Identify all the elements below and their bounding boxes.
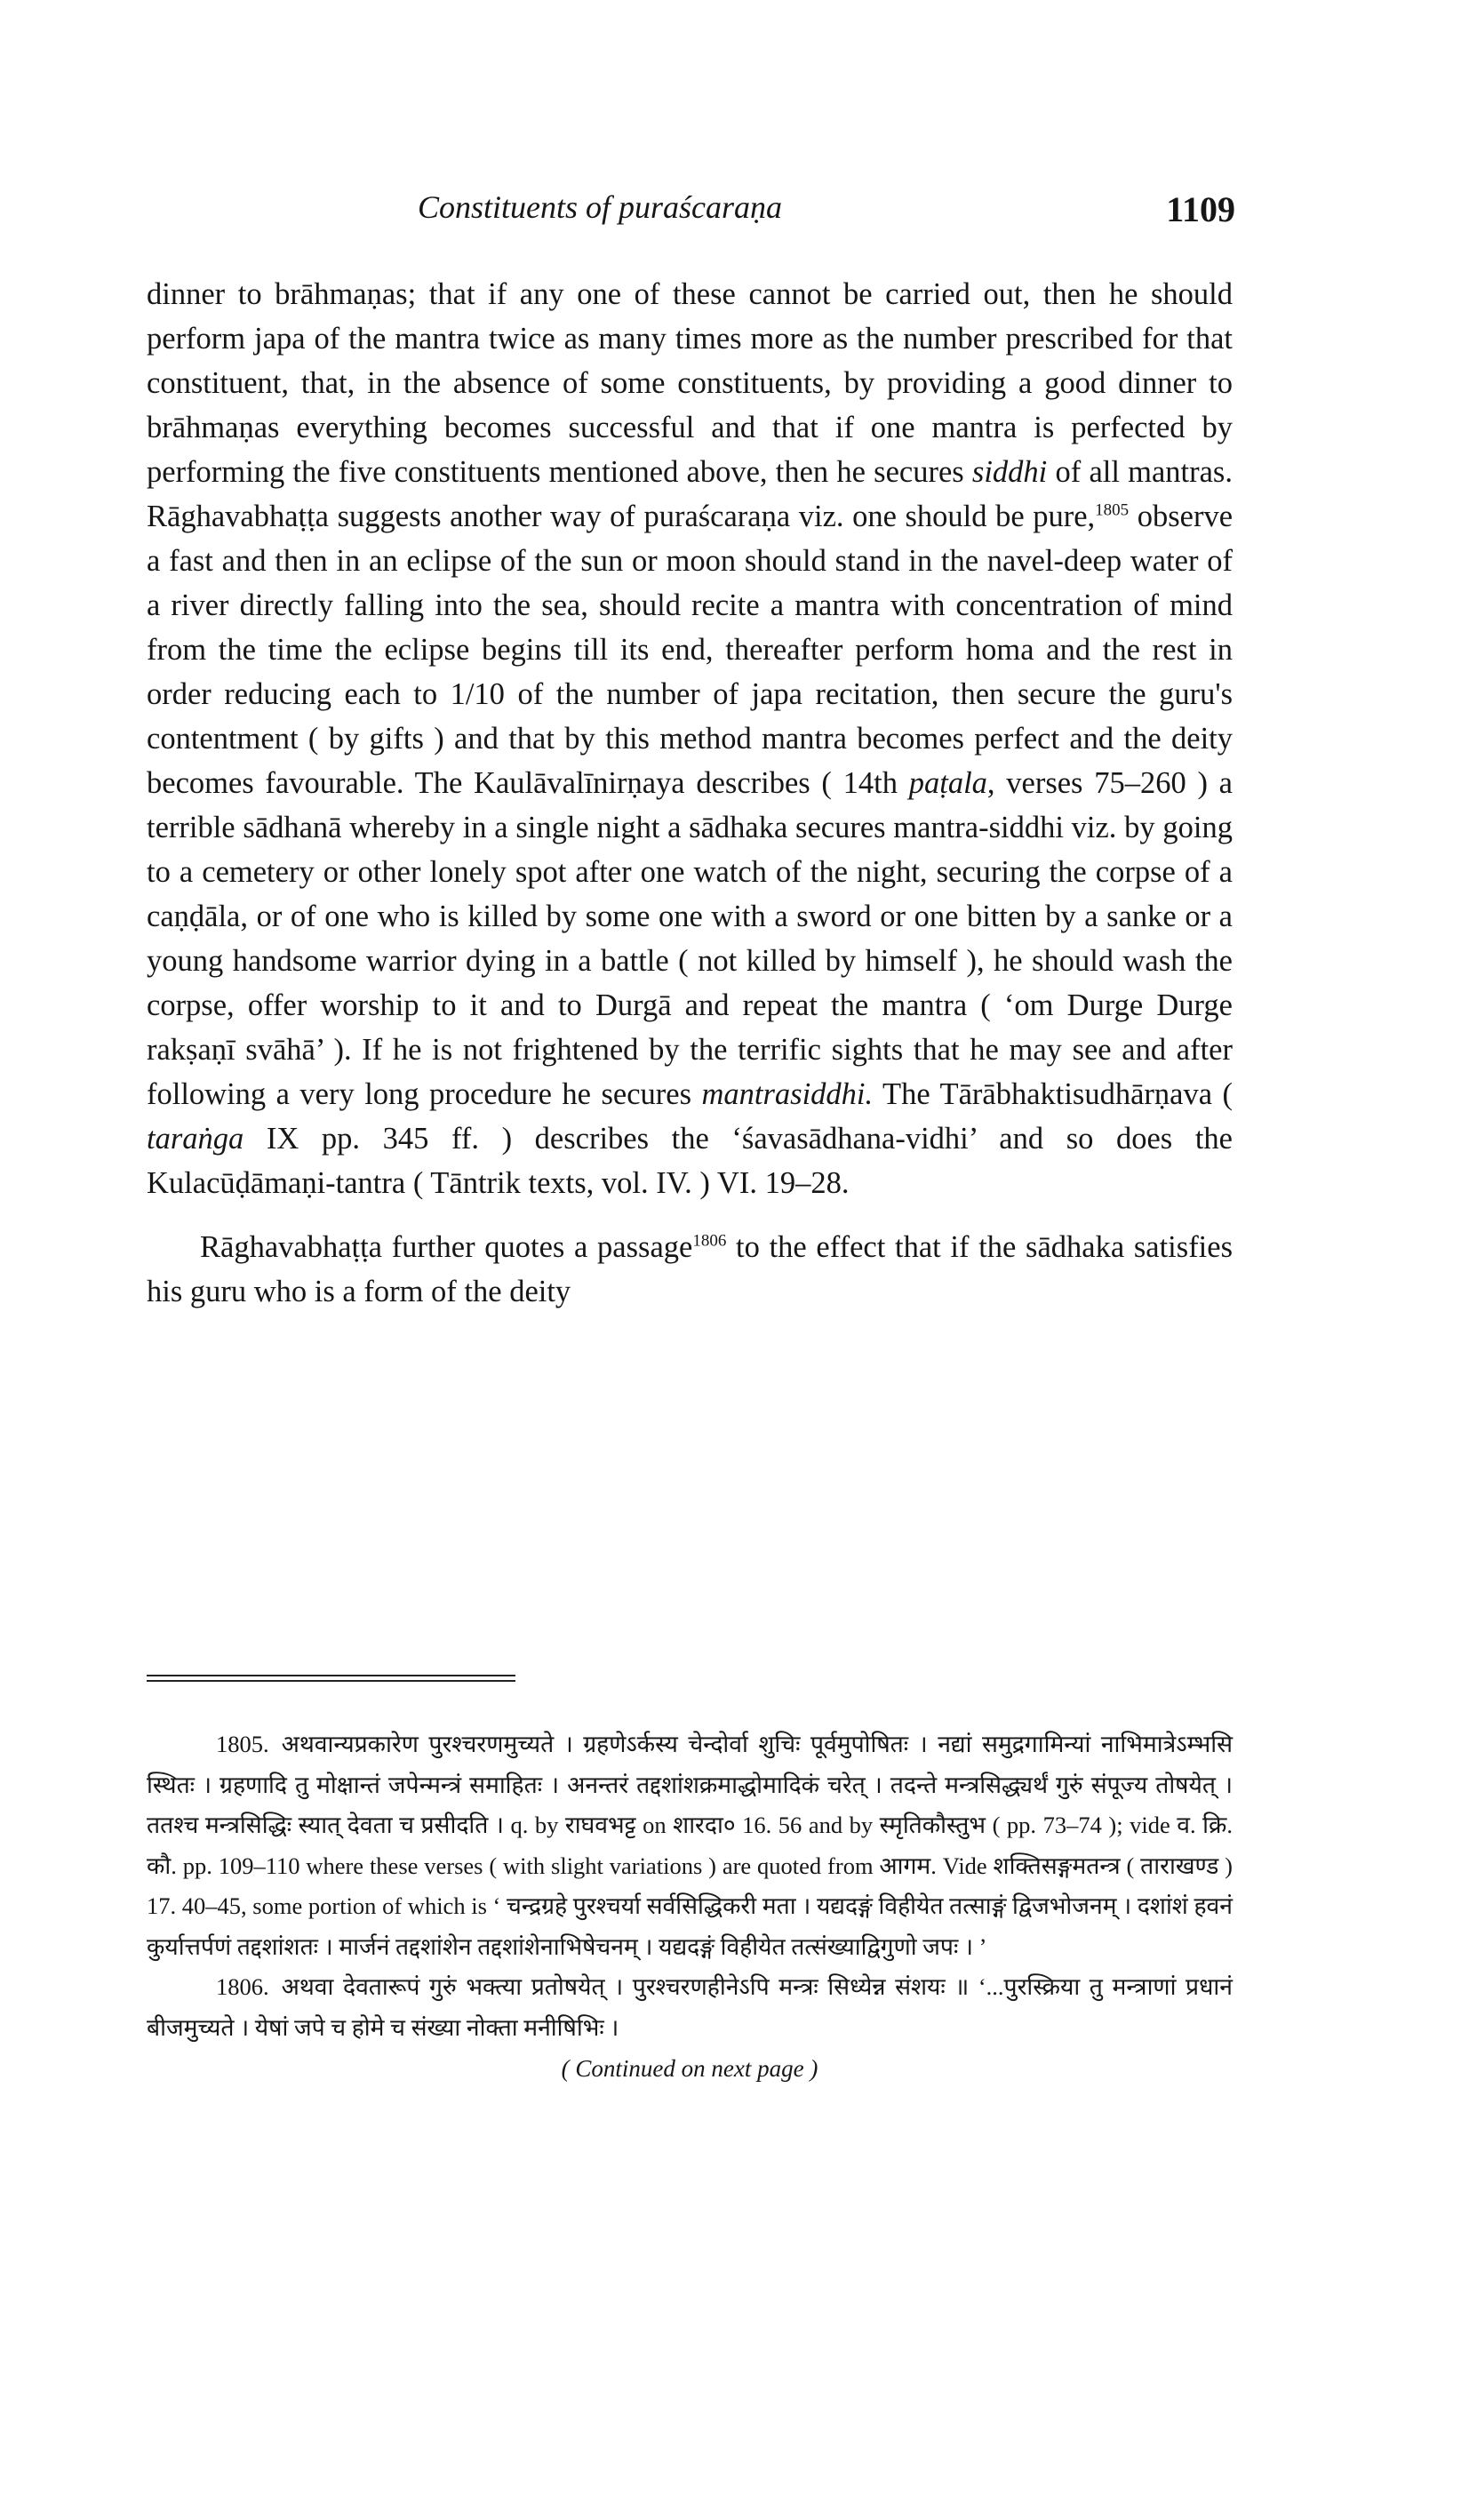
text-run: Rāghavabhaṭṭa further quotes a passage	[200, 1230, 693, 1264]
text-run: , verses 75–260 ) a terrible sādhanā whereby in a single night a sādhaka secures mantra-siddhi viz. by going to a cemetery or other lonely spot after one watch of the night, securing the corpse of a caṇḍāla, or of one who is killed by some one with a sword or one bitten by a sanke or a young handsome warrior dying in a battle ( not killed by himself ), he should wash the corpse, offer worship to it and to Durgā and repeat the mantra ( ‘om Durge Durge rakṣaṇī svāhā’ ). If he is not frightened by the terrific sights that he may see and after following a very long procedure he secures	[147, 766, 1233, 1111]
term-siddhi: siddhi	[971, 455, 1048, 489]
running-head	[151, 188, 1235, 242]
footnote-text: अथवा देवतारूपं गुरुं भक्त्या प्रतोषयेत् । पुरश्चरणहीनेऽपि मन्त्रः सिध्येन्न संशयः ॥ ‘...पुरस्क्रिया तु मन्त्राणां प्रधानं बीजमुच्यते । येषां जपे च होमे च संख्या नोक्ता मनीषिभिः ।	[147, 1973, 1233, 2041]
footnote-ref-1806: 1806	[692, 1231, 727, 1251]
footnote-text: pp. 109–110 where these verses ( with slight variations ) are quoted from आगम. Vide शक्तिसङ्गमतन्त्र ( ताराखण्ड ) 17. 40–45, some portion of which is ‘ चन्द्रग्रहे पुरश्चर्या सर्वसिद्धिकरी मता । यद्यदङ्गं विहीयेत तत्साङ्गं द्विजभोजनम् । दशांशं हवनं कुर्यात्तर्पणं तद्दशांशतः । मार्जनं तद्दशांशेन तद्दशांशेनाभिषेचनम् । यद्यदङ्गं विहीयेत तत्संख्याद्विगुणो जपः । ’	[147, 1852, 1233, 1960]
term-mantrasiddhi: mantrasiddhi.	[701, 1077, 874, 1111]
footnote-text: अथवान्यप्रकारेण पुरश्चरणमुच्यते । ग्रहणेऽर्कस्य चेन्दोर्वा शुचिः पूर्वमुपोषितः । नद्यां समुद्रगामिन्यां नाभिमात्रेऽम्भसि स्थितः । ग्रहणादि तु मोक्षान्तं जपेन्मन्त्रं समाहितः । अनन्तरं तद्दशांशक्रमाद्धोमादिकं चरेत् । तदन्ते मन्त्रसिद्ध्यर्थं गुरुं संपूज्य तोषयेत् । ततश्च मन्त्रसिद्धिः स्यात् देवता च प्रसीदति । q. by राघवभट्ट on शारदा० 16. 56 and by स्मृतिकौस्तुभ ( pp. 73–74 ); vide	[147, 1731, 1233, 1838]
text-run: observe a fast and then in an eclipse of the sun or moon should stand in the navel-deep water of a river directly falling into the sea, should recite a mantra with concentration of mind from the time the eclipse begins till its end, thereafter perform homa and the rest in order reducing each to 1/10 of the number of japa recitation, then secure the guru's contentment ( by gifts ) and that by this method mantra becomes perfect and the deity becomes favourable. The Kaulāvalīnirṇaya describes ( 14th	[147, 500, 1233, 800]
footnote-separator-rule	[147, 1675, 515, 1682]
text-run: to the effect that if the sādhaka satisfies his guru who is a form of the deity	[147, 1230, 1233, 1308]
term-taranga: taraṅga	[147, 1122, 244, 1156]
footnote-abbrev: व. क्रि. कौ.	[147, 1812, 1233, 1879]
text-run: IX pp. 345 ff. ) describes the ‘śavasādhana-vidhi’ and so does the Kulacūḍāmaṇi-tantra ( Tāntrik texts, vol. IV. ) VI. 19–28.	[147, 1122, 1233, 1200]
term-patala: paṭala	[908, 766, 987, 800]
text-run: The Tārābhaktisudhārṇava (	[873, 1077, 1233, 1111]
footnote-number: 1805.	[216, 1731, 269, 1757]
footnote-1805	[147, 1724, 1233, 1967]
running-head-title: Constituents of puraścaraṇa	[418, 189, 783, 225]
text-run: of all mantras. Rāghavabhaṭṭa suggests another way of puraścaraṇa viz. one should be pure,	[147, 455, 1233, 533]
footnote-number: 1806.	[216, 1973, 269, 2000]
main-text	[147, 272, 1233, 1314]
paragraph-2	[147, 1225, 1233, 1314]
paragraph-1	[147, 272, 1233, 1205]
footnotes	[147, 1724, 1233, 2087]
footnote-ref-1805: 1805	[1095, 500, 1130, 520]
page-number: 1109	[1166, 189, 1235, 229]
continued-note: ( Continued on next page )	[561, 2055, 818, 2082]
text-run: dinner to brāhmaṇas; that if any one of these cannot be carried out, then he should perform japa of the mantra twice as many times more as the number prescribed for that constituent, that, in the absence of some constituents, by providing a good dinner to brāhmaṇas everything becomes successful and that if one mantra is perfected by performing the five constituents mentioned above, then he secures	[147, 277, 1233, 489]
footnote-1806	[147, 1967, 1233, 2048]
